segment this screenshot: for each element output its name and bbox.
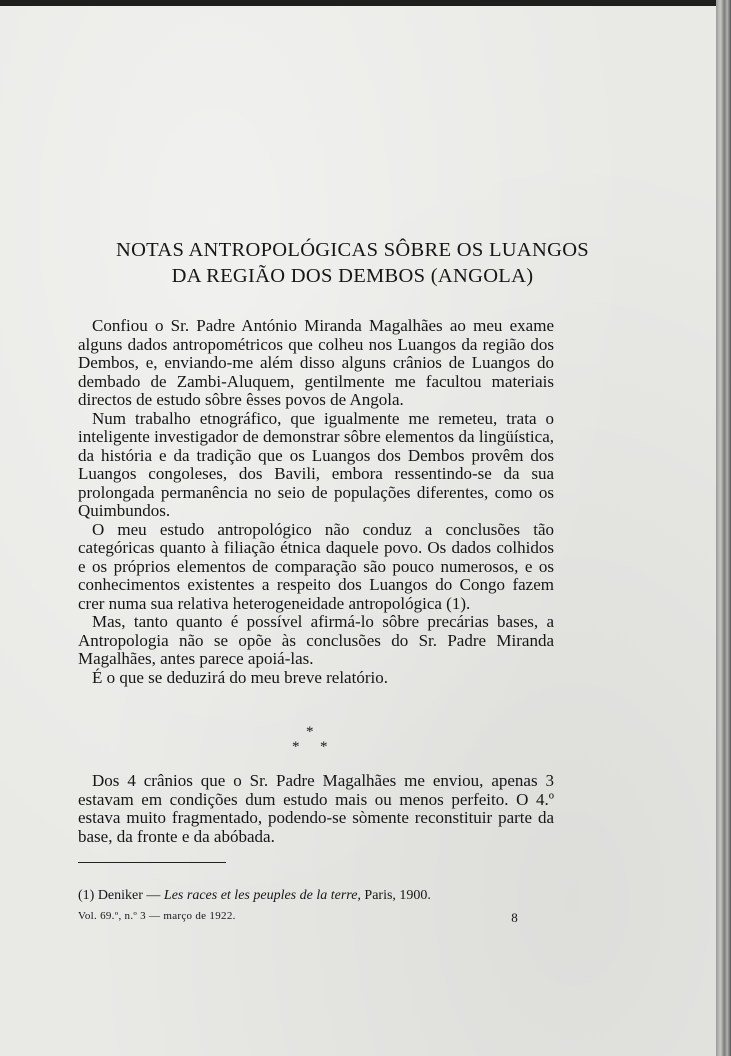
separator-star: * bbox=[306, 724, 314, 740]
page-footer bbox=[78, 910, 518, 925]
signature-number: 8 bbox=[511, 910, 518, 925]
volume-info: Vol. 69.º, n.º 3 — março de 1922. bbox=[78, 910, 236, 922]
paragraph: Dos 4 crânios que o Sr. Padre Magalhães me enviou, apenas 3 estavam em condições dum estudo mais ou menos perfeito. O 4.º estava muito fragmentado, podendo-se sòmente reconstituir parte da base, da fronte e da abóbada. bbox=[78, 771, 554, 846]
footnote-rule bbox=[78, 862, 226, 863]
article-title-line-1: NOTAS ANTROPOLÓGICAS SÔBRE OS LUANGOS bbox=[115, 239, 590, 261]
article-body-continued bbox=[78, 772, 554, 846]
section-separator bbox=[280, 724, 340, 760]
article-title-line-2: DA REGIÃO DOS DEMBOS (ANGOLA) bbox=[171, 265, 534, 287]
separator-star: * bbox=[320, 739, 328, 755]
book-edge bbox=[716, 0, 731, 1056]
footnote bbox=[78, 887, 518, 905]
separator-star: * bbox=[292, 739, 300, 755]
footnote-title: Les races et les peuples de la terre, bbox=[163, 888, 361, 903]
paragraph: Confiou o Sr. Padre António Miranda Magalhães ao meu exame alguns dados antropométricos que colheu nos Luangos da região dos Dembos, e, enviando-me além disso alguns crânios de Luangos do dembado de Zambi-Aluquem, gentilmente me facultou materiais directos de estudo sôbre êsses povos de Angola. bbox=[78, 316, 554, 409]
page bbox=[0, 6, 716, 1056]
paragraph: Num trabalho etnográfico, que igualmente me remeteu, trata o inteligente investigador de demonstrar sôbre elementos da lingüística, da história e da tradição que os Luangos dos Dembos provêm dos Luangos congoleses, dos Bavili, embora ressentindo-se da sua prolongada permanência no seio de populações diferentes, como os Quimbundos. bbox=[78, 408, 554, 520]
footnote-rest: Paris, 1900. bbox=[364, 888, 431, 903]
footnote-marker: (1) Deniker — bbox=[78, 888, 161, 903]
article-body bbox=[78, 317, 554, 687]
paragraph: Mas, tanto quanto é possível afirmá-lo sôbre precárias bases, a Antropologia não se opõe às conclusões do Sr. Padre Miranda Magalhães, antes parece apoiá-las. bbox=[78, 612, 554, 668]
paragraph: É o que se deduzirá do meu breve relatório. bbox=[92, 667, 388, 687]
paragraph: O meu estudo antropológico não conduz a conclusões tão categóricas quanto à filiação étnica daquele povo. Os dados colhidos e os próprios elementos de comparação são pouco numerosos, e os conhecimentos existentes a respeito dos Luangos do Congo fazem crer numa sua relativa heterogeneidade antropológica (1). bbox=[78, 519, 554, 613]
